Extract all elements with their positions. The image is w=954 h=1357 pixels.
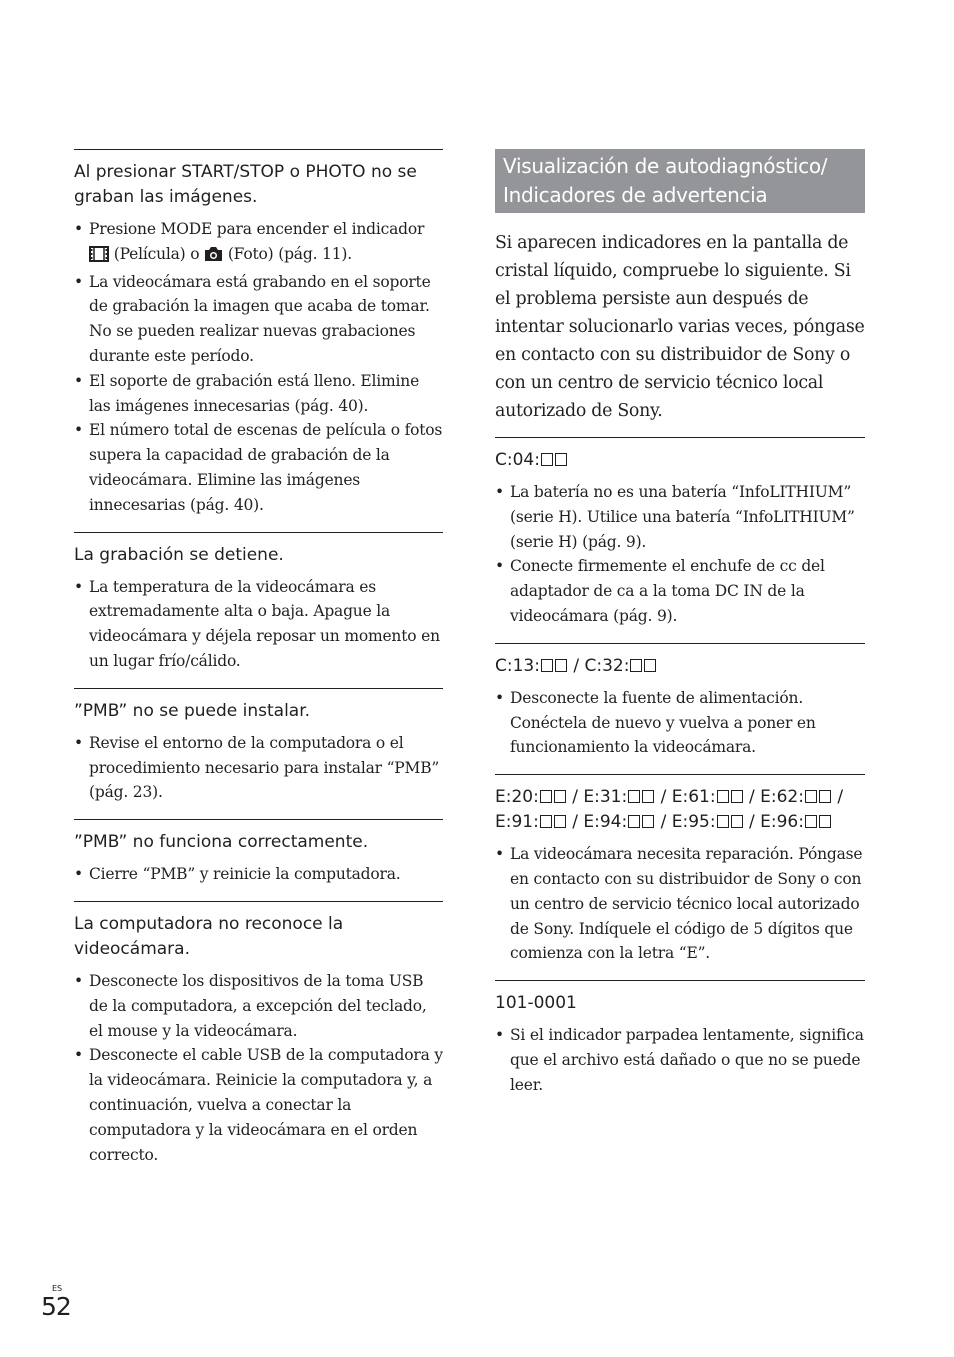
list-item: • Cierre “PMB” y reinicie la computadora. bbox=[74, 862, 443, 887]
page-language: ES bbox=[52, 1284, 63, 1293]
right-column bbox=[495, 149, 865, 1112]
list-item: • Si el indicador parpadea lentamente, significa que el archivo está dañado o que no se puede leer. bbox=[495, 1023, 865, 1097]
error-code-title: C:04: bbox=[495, 448, 865, 473]
bullet-list bbox=[495, 480, 865, 629]
list-item: • Desconecte los dispositivos de la toma USB de la computadora, a excepción del teclado, el mouse y la videocámara. bbox=[74, 969, 443, 1043]
list-item: • La videocámara está grabando en el soporte de grabación la imagen que acaba de tomar. No se pueden realizar nuevas grabaciones durante este período. bbox=[74, 270, 443, 369]
placeholder-box bbox=[717, 790, 729, 803]
page-number: 52 bbox=[41, 1292, 71, 1321]
placeholder-box bbox=[630, 659, 642, 672]
section-recording-stops bbox=[74, 532, 443, 688]
bullet-list bbox=[495, 842, 865, 966]
section-code-c13-c32 bbox=[495, 643, 865, 774]
placeholder-box bbox=[819, 815, 831, 828]
list-item: • La temperatura de la videocámara es extremadamente alta o baja. Apague la videocámara y déjela reposar un momento en un lugar frío/cálido. bbox=[74, 575, 443, 674]
placeholder-box bbox=[731, 815, 743, 828]
placeholder-box bbox=[554, 815, 566, 828]
placeholder-box bbox=[805, 790, 817, 803]
placeholder-box bbox=[642, 790, 654, 803]
section-title: La grabación se detiene. bbox=[74, 544, 284, 565]
section-code-101-0001 bbox=[495, 980, 865, 1111]
bullet-list bbox=[74, 575, 443, 674]
bullet-list bbox=[495, 1023, 865, 1097]
section-pmb-malfunction bbox=[74, 819, 443, 901]
section-banner: Visualización de autodiagnóstico/ Indicadores de advertencia bbox=[495, 149, 865, 213]
bullet-list bbox=[495, 686, 865, 760]
placeholder-box bbox=[642, 815, 654, 828]
camera-icon bbox=[204, 245, 223, 270]
list-item: • Presione MODE para encender el indicador (Película) o (Foto) (pág. 11). bbox=[74, 217, 443, 270]
section-title: Al presionar START/STOP o PHOTO no se graban las imágenes. bbox=[74, 162, 417, 207]
error-code-title: C:13: / C:32: bbox=[495, 654, 865, 679]
placeholder-box bbox=[628, 815, 640, 828]
list-item: • La batería no es una batería “InfoLITHIUM” (serie H). Utilice una batería “InfoLITHIUM” (serie H) (pág. 9). bbox=[495, 480, 865, 554]
section-title: ”PMB” no funciona correctamente. bbox=[74, 832, 369, 853]
bullet-list bbox=[74, 217, 443, 518]
list-item: • Revise el entorno de la computadora o el procedimiento necesario para instalar “PMB” (pág. 23). bbox=[74, 731, 443, 805]
left-column bbox=[74, 149, 443, 1181]
section-title: La computadora no reconoce la videocámara. bbox=[74, 913, 344, 959]
bullet-list bbox=[74, 862, 443, 887]
placeholder-box bbox=[554, 790, 566, 803]
placeholder-box bbox=[540, 815, 552, 828]
placeholder-box bbox=[628, 790, 640, 803]
error-code-title: E:20: / E:31: / E:61: / E:62: / E:91: / E:94: / E:95: / E:96: bbox=[495, 787, 844, 833]
section-code-c04 bbox=[495, 437, 865, 643]
placeholder-box bbox=[555, 659, 567, 672]
bullet-list bbox=[74, 969, 443, 1167]
list-item: • Desconecte la fuente de alimentación. Conéctela de nuevo y vuelva a poner en funcionamiento la videocámara. bbox=[495, 686, 865, 760]
placeholder-box bbox=[731, 790, 743, 803]
list-item: • El soporte de grabación está lleno. Elimine las imágenes innecesarias (pág. 40). bbox=[74, 369, 443, 419]
placeholder-box bbox=[540, 790, 552, 803]
placeholder-box bbox=[717, 815, 729, 828]
error-code-title: 101-0001 bbox=[495, 993, 577, 1014]
placeholder-box bbox=[541, 659, 553, 672]
placeholder-box bbox=[555, 453, 567, 466]
section-pmb-install bbox=[74, 688, 443, 819]
list-item: • La videocámara necesita reparación. Póngase en contacto con su distribuidor de Sony o con un centro de servicio técnico local autorizado de Sony. Indíquele el código de 5 dígitos que comienza con la letra “E”. bbox=[495, 842, 865, 966]
section-computer-recognition bbox=[74, 901, 443, 1181]
placeholder-box bbox=[819, 790, 831, 803]
list-item: • Conecte firmemente el enchufe de cc del adaptador de ca a la toma DC IN de la videocámara (pág. 9). bbox=[495, 554, 865, 628]
section-code-e bbox=[495, 774, 865, 980]
list-item: • El número total de escenas de película o fotos supera la capacidad de grabación de la videocámara. Elimine las imágenes innecesarias (pág. 40). bbox=[74, 418, 443, 517]
section-start-stop bbox=[74, 149, 443, 532]
placeholder-box bbox=[805, 815, 817, 828]
film-icon bbox=[89, 245, 109, 270]
bullet-list bbox=[74, 731, 443, 805]
placeholder-box bbox=[541, 453, 553, 466]
intro-paragraph: Si aparecen indicadores en la pantalla de cristal líquido, compruebe lo siguiente. Si el problema persiste aun después de intentar solucionarlo varias veces, póngase en contacto con su distribuidor de Sony o con un centro de servicio técnico local autorizado de Sony. bbox=[495, 233, 865, 421]
list-item: • Desconecte el cable USB de la computadora y la videocámara. Reinicie la computadora y, a continuación, vuelva a conectar la computadora y la videocámara en el orden correcto. bbox=[74, 1043, 443, 1167]
placeholder-box bbox=[644, 659, 656, 672]
section-title: ”PMB” no se puede instalar. bbox=[74, 700, 311, 721]
